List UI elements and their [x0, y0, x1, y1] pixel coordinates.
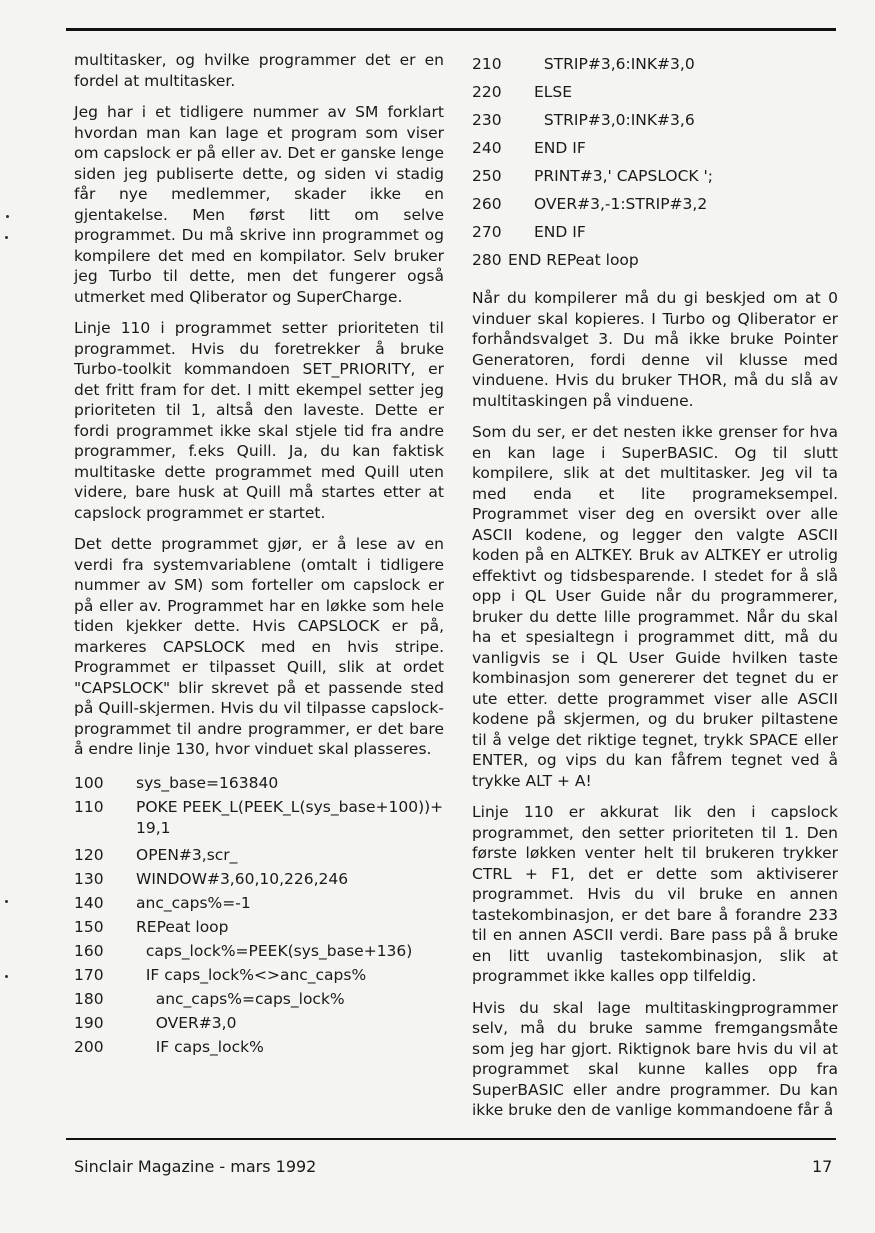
- code-listing: [472, 50, 838, 274]
- code-text: END IF: [534, 223, 586, 241]
- code-line: [74, 771, 444, 795]
- code-line: [74, 963, 444, 987]
- paragraph: multitasker, og hvilke programmer det er en fordel at multitasker.: [74, 51, 444, 90]
- right-column: [472, 50, 838, 1132]
- code-text: STRIP#3,6:INK#3,0: [534, 55, 695, 73]
- code-line: [472, 134, 838, 162]
- code-line: [472, 190, 838, 218]
- code-text: IF caps_lock%: [136, 1037, 264, 1056]
- code-text: PRINT#3,' CAPSLOCK ';: [534, 167, 714, 185]
- code-line: [472, 246, 838, 274]
- code-line: [74, 939, 444, 963]
- scan-speck: [5, 236, 8, 239]
- code-line: [472, 106, 838, 134]
- paragraph: Som du ser, er det nesten ikke grenser for hva en kan lage i SuperBASIC. Og til slutt kompilere, slik at det multitasker. Jeg vil ta med enda et lite programeksempel. Programmet viser deg en oversikt over alle ASCII kodene, og legger den valgte ASCII koden på en ALTKEY. Bruk av ALTKEY er utrolig effektivt og tidsbesparende. I stedet for å slå opp i QL User Guide når du programmerer, bruker du dette lille programmet. Når du skal ha et spesialtegn i programmet ditt, må du vanligvis se i QL User Guide hvilken taste kombinasjon som genererer det tegnet du er ute etter. dette programmet viser alle ASCII kodene på skjermen, og du bruker piltastene til å velge det riktige tegnet, trykk SPACE eller ENTER, og vips du kan fåfrem tegnet ved å trykke ALT + A!: [472, 423, 838, 790]
- code-line: [74, 987, 444, 1011]
- paragraph: Når du kompilerer må du gi beskjed om at 0 vinduer skal kopieres. I Turbo og Qliberator er forhåndsvalget 3. Du må ikke bruke Pointer Generatoren, fordi denne vil klusse med vinduene. Hvis du bruker THOR, må du slå av multitaskingen på vinduene.: [472, 289, 838, 410]
- line-number: 160: [74, 941, 104, 960]
- code-text: OVER#3,0: [136, 1013, 237, 1032]
- code-text: POKE PEEK_L(PEEK_L(sys_base+100))+19,1: [136, 797, 444, 837]
- paragraph: Jeg har i et tidligere nummer av SM forklart hvordan man kan lage et program som viser om capslock er på eller av. Det er ganske lenge siden jeg publiserte dette, og siden vi stadig får nye medlemmer, skader ikke en gjentakelse. Men først litt om selve programmet. Du må skrive inn programmet og kompilere det med en kompilator. Selv bruker jeg Turbo til dette, men det fungerer også utmerket med Qliberator og SuperCharge.: [74, 103, 444, 306]
- code-text: ELSE: [534, 83, 573, 101]
- line-number: 260: [472, 195, 502, 213]
- line-number: 230: [472, 111, 502, 129]
- code-line: [74, 915, 444, 939]
- footer-publication: Sinclair Magazine - mars 1992: [74, 1157, 317, 1176]
- paragraph: Hvis du skal lage multitaskingprogrammer selv, må du bruke samme fremgangsmåte som jeg har gjort. Riktignok bare hvis du vil at programmet skal kunne kalles opp fra SuperBASIC eller andre programmer. Du kan ikke bruke den de vanlige kommandoene får å: [472, 998, 838, 1119]
- line-number: 170: [74, 965, 104, 984]
- line-number: 110: [74, 797, 104, 816]
- code-line: [472, 50, 838, 78]
- scan-speck: [5, 975, 8, 978]
- code-text: sys_base=163840: [136, 773, 279, 792]
- code-text: OPEN#3,scr_: [136, 845, 238, 864]
- code-line: [74, 1011, 444, 1035]
- code-text: OVER#3,-1:STRIP#3,2: [534, 195, 708, 213]
- code-line: [472, 162, 838, 190]
- code-text: END IF: [534, 139, 586, 157]
- line-number: 120: [74, 845, 104, 864]
- scan-speck: [6, 215, 9, 218]
- code-listing: [74, 771, 444, 1059]
- code-text: caps_lock%=PEEK(sys_base+136): [136, 941, 413, 960]
- line-number: 190: [74, 1013, 104, 1032]
- code-text: END REPeat loop: [508, 251, 639, 269]
- line-number: 220: [472, 83, 502, 101]
- line-number: 130: [74, 869, 104, 888]
- left-column: [74, 50, 444, 1059]
- line-number: 240: [472, 139, 502, 157]
- code-text: REPeat loop: [136, 917, 229, 936]
- paragraph: Linje 110 er akkurat lik den i capslock programmet, den setter prioriteten til 1. Den første løkken venter helt til brukeren trykker CTRL + F1, det er dette som aktiviserer programmet. Hvis du vil bruke en annen tastekombinasjon, er det bare å forandre 233 til en annen ASCII verdi. Bare pass på å bruke en litt uvanlig tastekombinasjon, slik at programmet ikke kalles opp tilfeldig.: [472, 803, 838, 985]
- code-line: [472, 218, 838, 246]
- line-number: 180: [74, 989, 104, 1008]
- line-number: 250: [472, 167, 502, 185]
- code-line: [472, 78, 838, 106]
- code-text: anc_caps%=-1: [136, 893, 251, 912]
- code-text: anc_caps%=caps_lock%: [136, 989, 345, 1008]
- paragraph: Det dette programmet gjør, er å lese av en verdi fra systemvariablene (omtalt i tidligere nummer av SM) som forteller om capslock er på eller av. Programmet har en løkke som hele tiden kjekker dette. Hvis CAPSLOCK er på, markeres CAPSLOCK med en hvis stripe. Programmet er tilpasset Quill, slik at ordet "CAPSLOCK" blir skrevet på et passende sted på Quill-skjermen. Hvis du vil tilpasse capslock-programmet til andre programmer, er det bare å endre linje 130, hvor vinduet skal plasseres.: [74, 535, 444, 758]
- line-number: 200: [74, 1037, 104, 1056]
- code-line: [74, 797, 444, 839]
- line-number: 210: [472, 55, 502, 73]
- code-text: WINDOW#3,60,10,226,246: [136, 869, 349, 888]
- line-number: 100: [74, 773, 104, 792]
- code-text: IF caps_lock%<>anc_caps%: [136, 965, 367, 984]
- line-number: 270: [472, 223, 502, 241]
- scan-speck: [5, 900, 8, 903]
- code-line: [74, 891, 444, 915]
- paragraph: Linje 110 i programmet setter prioriteten til programmet. Hvis du foretrekker å bruke Turbo-toolkit kommandoen SET_PRIORITY, er det fritt fram for det. I mitt ekempel setter jeg prioriteten til 1, altså den laveste. Dette er fordi programmet ikke skal stjele tid fra andre programmer, f.eks Quill. Ja, du kan faktisk multitaske dette programmet med Quill uten videre, bare husk at Quill må startes etter at capslock programmet er startet.: [74, 319, 444, 522]
- page-number: 17: [812, 1157, 833, 1176]
- code-line: [74, 867, 444, 891]
- top-rule: [66, 28, 836, 31]
- code-text: STRIP#3,0:INK#3,6: [534, 111, 695, 129]
- code-line: [74, 843, 444, 867]
- code-line: [74, 1035, 444, 1059]
- line-number: 150: [74, 917, 104, 936]
- line-number: 140: [74, 893, 104, 912]
- line-number: 280: [472, 251, 502, 269]
- bottom-rule: [66, 1138, 836, 1140]
